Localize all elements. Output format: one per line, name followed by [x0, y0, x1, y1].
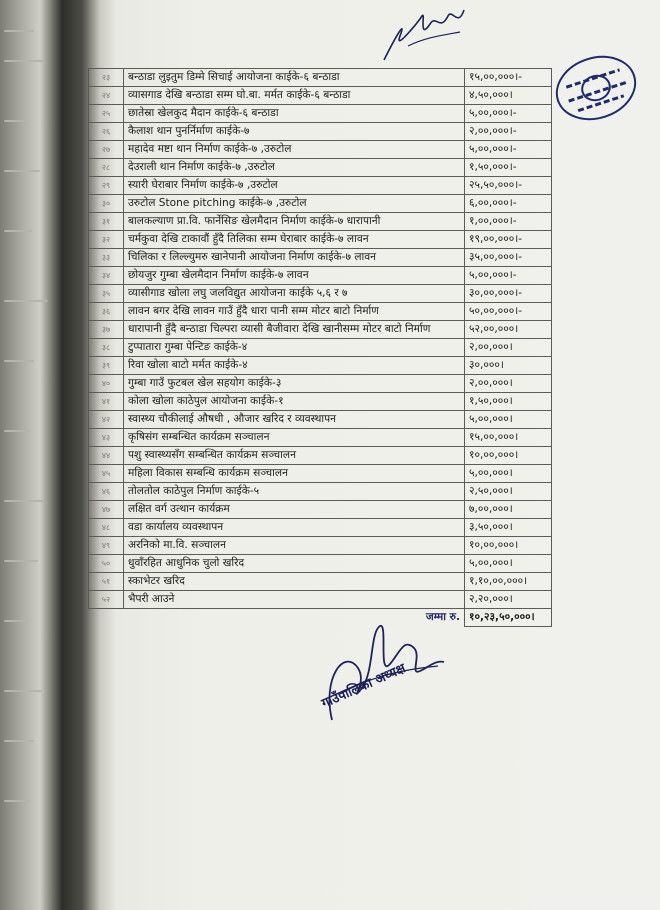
row-description: स्वास्थ्य चौकीलाई औषधी , औजार खरिद र व्यवस्थापन — [124, 411, 465, 429]
row-amount: ५०,००,०००।- — [465, 303, 552, 321]
total-label: जम्मा रु. — [425, 611, 460, 623]
row-serial-number: ३३ — [89, 249, 124, 267]
row-serial-number: २७ — [89, 141, 124, 159]
ledger-row — [89, 267, 552, 285]
ledger-row — [89, 339, 552, 357]
row-serial-number: ४७ — [89, 501, 124, 519]
ledger-row — [89, 555, 552, 573]
ledger-row — [89, 321, 552, 339]
row-amount: १,१०,००,०००। — [465, 573, 552, 591]
row-description: गुम्बा गाउँ फुटबल खेल सहयोग काईके-३ — [124, 375, 465, 393]
round-stamp — [548, 48, 644, 128]
ledger-row — [89, 537, 552, 555]
row-serial-number: ४० — [89, 375, 124, 393]
row-description: चर्मकुवा देखि टाकावौं हुँदै तिलिका सम्म घेराबार काईके-७ लावन — [124, 231, 465, 249]
signatory-stamp: गाउँपालिका अध्यक्ष — [319, 661, 409, 712]
row-serial-number: ३४ — [89, 267, 124, 285]
ledger-row — [89, 249, 552, 267]
row-description: लक्षित वर्ग उत्थान कार्यक्रम — [124, 501, 465, 519]
row-amount: ३,५०,०००। — [465, 519, 552, 537]
ledger-row — [89, 393, 552, 411]
row-description: महादेव मष्टा थान निर्माण काईके-७ ,उरुटोल — [124, 141, 465, 159]
row-serial-number: ३७ — [89, 321, 124, 339]
row-description: चिलिका र लिल्ल्युमरु खानेपानी आयोजना निर्माण काईके-७ लावन — [124, 249, 465, 267]
row-amount: १५,००,०००। — [465, 429, 552, 447]
row-serial-number: ४१ — [89, 393, 124, 411]
row-description: धारापानी हुँदै बन्ठाडा चिल्परा व्यासी बैजीवारा देखि खानीसम्म मोटर बाटो निर्माण — [124, 321, 465, 339]
row-amount: १५,००,०००।- — [465, 69, 552, 87]
bleed-through-margin — [0, 0, 62, 910]
row-serial-number: २९ — [89, 177, 124, 195]
row-amount: ७,००,०००। — [465, 501, 552, 519]
ledger-row — [89, 177, 552, 195]
row-amount: ३०,०००। — [465, 357, 552, 375]
row-amount: २,००,०००। — [465, 375, 552, 393]
row-amount: ५२,००,०००। — [465, 321, 552, 339]
row-description: पशु स्वास्थ्यसँग सम्बन्धित कार्यक्रम सञ्चालन — [124, 447, 465, 465]
row-description: कैलाश थान पुनर्निर्माण काईके-७ — [124, 123, 465, 141]
row-serial-number: ५२ — [89, 591, 124, 609]
row-description: व्यासगाड देखि बन्ठाडा सम्म घो.बा. मर्मत काईके-६ बन्ठाडा — [124, 87, 465, 105]
row-description: रिवा खोला बाटो मर्मत काईके-४ — [124, 357, 465, 375]
row-amount: ५,००,०००। — [465, 555, 552, 573]
row-serial-number: २४ — [89, 87, 124, 105]
row-description: धुवाँरहित आधुनिक चुलो खरिद — [124, 555, 465, 573]
row-serial-number: ४६ — [89, 483, 124, 501]
ledger-row — [89, 105, 552, 123]
row-serial-number: ३५ — [89, 285, 124, 303]
row-serial-number: ३६ — [89, 303, 124, 321]
row-description: बन्ठाडा लुइतुम डिम्मे सिचाई आयोजना काईके-६ बन्ठाडा — [124, 69, 465, 87]
ledger-row — [89, 195, 552, 213]
row-description: उरुटोल Stone pitching काईके-७ ,उरुटोल — [124, 195, 465, 213]
row-description: टुप्पातारा गुम्बा पेन्टिङ काईके-४ — [124, 339, 465, 357]
row-amount: ४,५०,०००। — [465, 87, 552, 105]
row-amount: १,५०,०००।- — [465, 159, 552, 177]
row-description: छातेस्रा खेलकुद मैदान काईके-६ बन्ठाडा — [124, 105, 465, 123]
row-serial-number: ३० — [89, 195, 124, 213]
row-description: बालकल्याण प्रा.वि. फार्नेसिङ खेलमैदान निर्माण काईके-७ धारापानी — [124, 213, 465, 231]
ledger-row — [89, 591, 552, 609]
row-amount: २,५०,०००। — [465, 483, 552, 501]
ledger-row — [89, 123, 552, 141]
ledger-row — [89, 411, 552, 429]
row-serial-number: ५१ — [89, 573, 124, 591]
row-amount: ३०,००,०००।- — [465, 285, 552, 303]
row-serial-number: ४५ — [89, 465, 124, 483]
row-serial-number: ३१ — [89, 213, 124, 231]
ledger-row — [89, 483, 552, 501]
row-description: अरनिको मा.वि. सञ्चालन — [124, 537, 465, 555]
ledger-row — [89, 375, 552, 393]
row-serial-number: २६ — [89, 123, 124, 141]
row-serial-number: २३ — [89, 69, 124, 87]
ledger-row — [89, 573, 552, 591]
row-description: छोयजुर गुम्बा खेलमैदान निर्माण काईके-७ लावन — [124, 267, 465, 285]
row-amount: १,००,०००।- — [465, 213, 552, 231]
ledger-row — [89, 159, 552, 177]
row-amount: १०,००,०००। — [465, 537, 552, 555]
row-description: तोलतोल काठेपुल निर्माण काईके-५ — [124, 483, 465, 501]
row-serial-number: ४८ — [89, 519, 124, 537]
ledger-row — [89, 231, 552, 249]
ledger-row — [89, 87, 552, 105]
row-description: स्काभेटर खरिद — [124, 573, 465, 591]
ledger-row — [89, 69, 552, 87]
row-serial-number: ३८ — [89, 339, 124, 357]
row-description: लावन बगर देखि लावन गाउँ हुँदै धारा पानी सम्म मोटर बाटो निर्माण — [124, 303, 465, 321]
ledger-row — [89, 447, 552, 465]
row-description: व्यासीगाड खोला लघु जलविद्युत आयोजना काईके ५,६ र ७ — [124, 285, 465, 303]
row-description: महिला विकास सम्बन्धि कार्यक्रम सञ्चालन — [124, 465, 465, 483]
row-serial-number: ४२ — [89, 411, 124, 429]
row-serial-number: २५ — [89, 105, 124, 123]
row-serial-number: ४९ — [89, 537, 124, 555]
row-description: वडा कार्यालय व्यवस्थापन — [124, 519, 465, 537]
row-amount: ५,००,०००।- — [465, 267, 552, 285]
row-serial-number: ५० — [89, 555, 124, 573]
row-serial-number: ४४ — [89, 447, 124, 465]
ledger-row — [89, 501, 552, 519]
row-amount: ५,००,०००। — [465, 465, 552, 483]
ledger-row — [89, 465, 552, 483]
row-serial-number: ३९ — [89, 357, 124, 375]
row-amount: ३५,००,०००।- — [465, 249, 552, 267]
row-amount: २,००,०००।- — [465, 123, 552, 141]
ledger-row — [89, 519, 552, 537]
row-amount: २,००,०००। — [465, 339, 552, 357]
row-description: स्यारी घेराबार निर्माण काईके-७ ,उरुटोल — [124, 177, 465, 195]
ledger-row — [89, 303, 552, 321]
row-description: कोला खोला काठेपुल आयोजना काईके-१ — [124, 393, 465, 411]
row-amount: २,२०,०००। — [465, 591, 552, 609]
total-amount: १०,२३,५०,०००। — [465, 609, 552, 627]
row-serial-number: ३२ — [89, 231, 124, 249]
row-amount: १,५०,०००। — [465, 393, 552, 411]
row-amount: ५,००,०००।- — [465, 105, 552, 123]
ledger-row — [89, 141, 552, 159]
budget-ledger-table — [88, 68, 552, 627]
signature-top — [378, 2, 470, 66]
row-amount: २५,५०,०००।- — [465, 177, 552, 195]
row-description: कृषिसंग सम्बन्धित कार्यक्रम सञ्चालन — [124, 429, 465, 447]
total-spacer — [89, 609, 124, 627]
ledger-row — [89, 213, 552, 231]
ledger-row — [89, 285, 552, 303]
row-serial-number: ४३ — [89, 429, 124, 447]
row-amount: ६,००,०००।- — [465, 195, 552, 213]
ledger-row — [89, 429, 552, 447]
row-description: भैपरी आउने — [124, 591, 465, 609]
row-amount: १९,००,०००।- — [465, 231, 552, 249]
row-amount: ५,००,०००। — [465, 411, 552, 429]
row-amount: १०,००,०००। — [465, 447, 552, 465]
row-description: देउराली थान निर्माण काईके-७ ,उरुटोल — [124, 159, 465, 177]
row-serial-number: २८ — [89, 159, 124, 177]
row-amount: ५,००,०००।- — [465, 141, 552, 159]
ledger-row — [89, 357, 552, 375]
